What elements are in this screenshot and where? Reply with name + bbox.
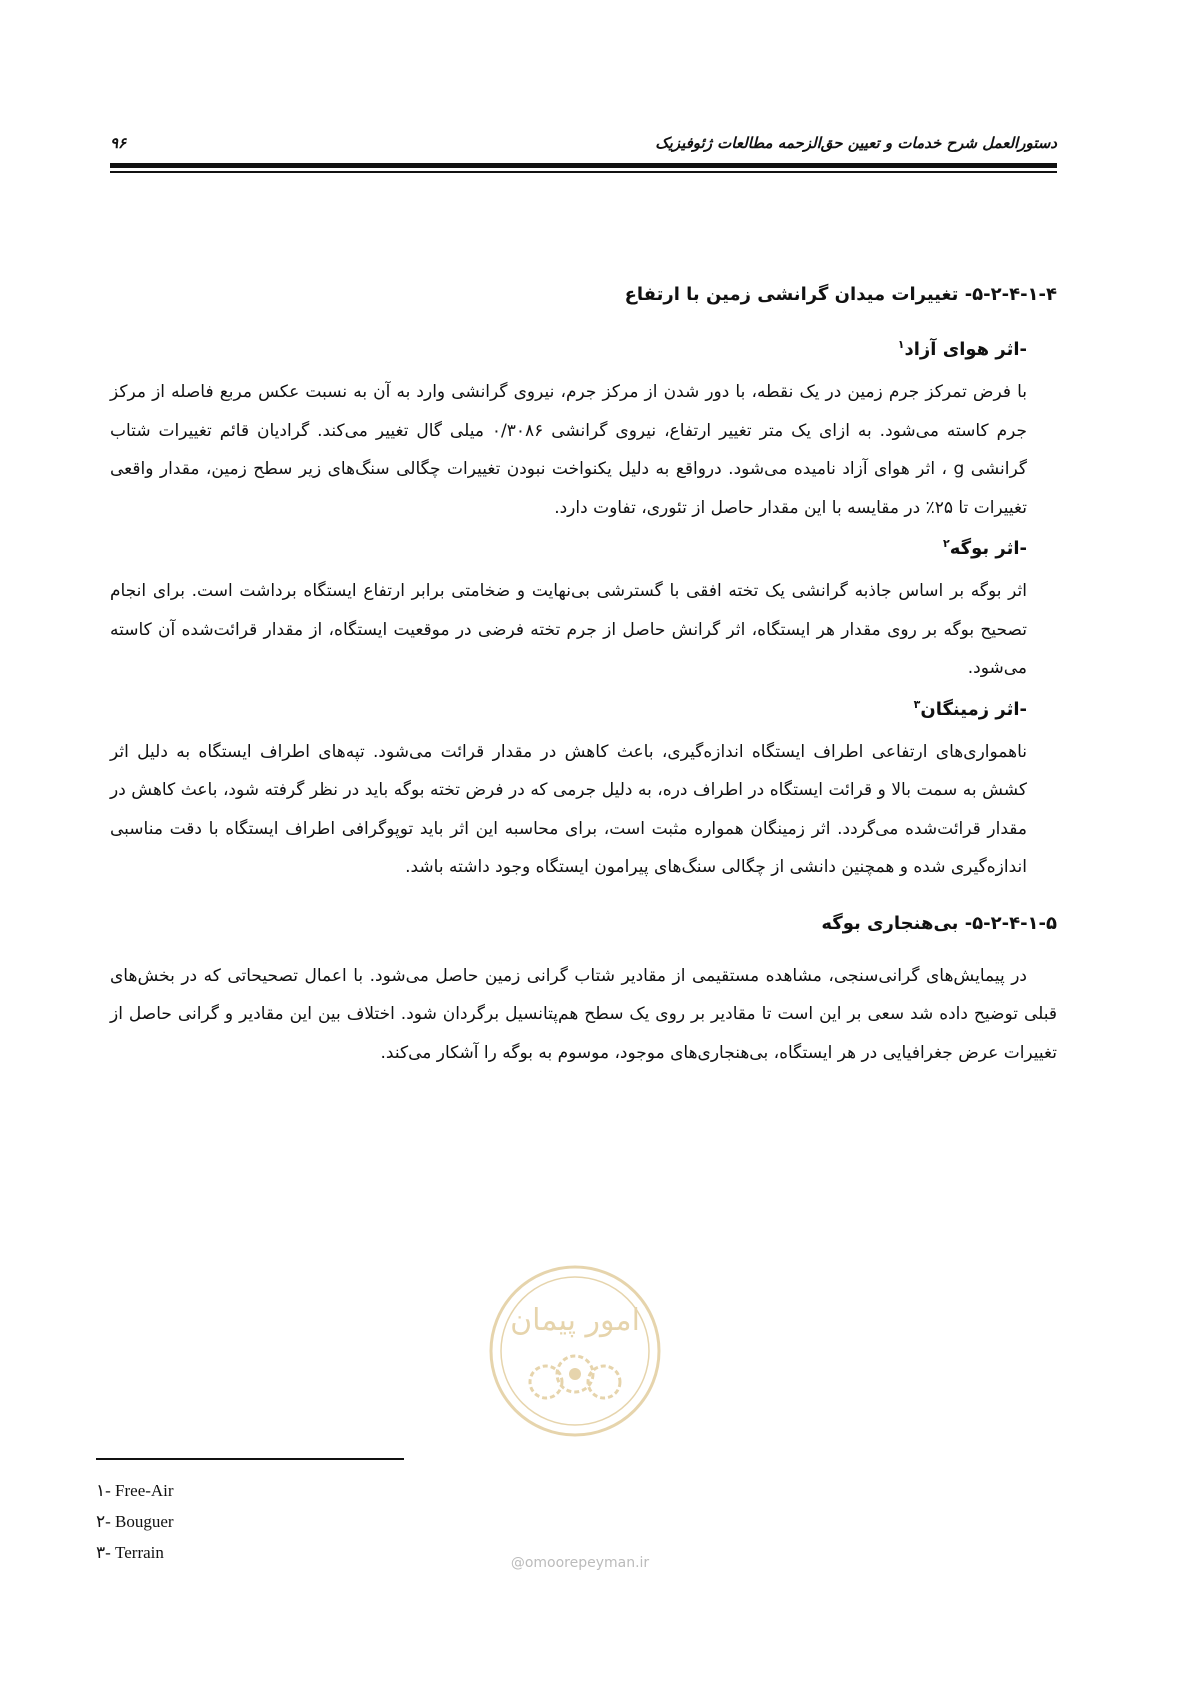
footnotes xyxy=(96,1475,174,1568)
watermark-site: @omoorepeyman.ir xyxy=(510,1555,650,1571)
page-header xyxy=(110,128,1057,158)
header-rule-thick xyxy=(110,163,1057,168)
footnote-1: ۱- Free-Air xyxy=(96,1481,174,1500)
publisher-seal-watermark xyxy=(486,1262,664,1440)
subheading-bouguer xyxy=(110,527,1027,566)
section-heading-gravity-elevation: ۵-۲-۴-۱-۴- تغییرات میدان گرانشی زمین با ارتفاع xyxy=(624,284,1057,305)
header-rule-thin xyxy=(110,171,1057,173)
subheading-terrain-title: -اثر زمینگان xyxy=(920,698,1027,720)
footnote-2: ۲- Bouguer xyxy=(96,1512,174,1531)
footnote-separator xyxy=(96,1458,404,1460)
page-number: ۹۶ xyxy=(110,134,127,152)
footnote-ref-2: ۲ xyxy=(942,537,950,550)
footnote-ref-3: ۳ xyxy=(913,697,921,711)
subheading-bouguer-title: -اثر بوگه xyxy=(949,538,1027,559)
subheading-free-air-title: -اثر هوای آزاد xyxy=(904,339,1027,360)
footnote-3: ۳- Terrain xyxy=(96,1543,164,1562)
paragraph-terrain: ناهمواری‌های ارتفاعی اطراف ایستگاه اندازه‌گیری، باعث کاهش در مقدار قرائت می‌شود. تپه‌های اطراف ایستگاه به دلیل اثر کشش به سمت بالا و قرائت ایستگاه در اطراف دره، به دلیل جرمی که در فرض تخته بوگه باید در نظر گرفته شود، باعث کاهش در مقدار قرائت‌شده می‌گردد. اثر زمینگان همواره مثبت است، برای محاسبه این اثر باید توپوگرافی اطراف ایستگاه با دقت مناسبی اندازه‌گیری شده و همچنین دانشی از چگالی سنگ‌های پیرامون ایستگاه وجود داشته باشد. xyxy=(110,741,1027,877)
paragraph-bouguer-anomaly: در پیمایش‌های گرانی‌سنجی، مشاهده مستقیمی از مقادیر شتاب گرانی زمین حاصل می‌شود. با اعمال تصحیحاتی که در بخش‌های قبلی توضیح داده شد سعی بر این است تا مقادیر بر روی یک سطح هم‌پتانسیل برگردان شود. اختلاف بین این مقادیر و گرانی حاصل از تغییرات عرض جغرافیایی در هر ایستگاه، بی‌هنجاری‌های موجود، موسوم به بوگه را آشکار می‌کند. xyxy=(110,965,1057,1063)
paragraph-free-air: با فرض تمرکز جرم زمین در یک نقطه، با دور شدن از مرکز جرم، نیروی گرانشی وارد به آن به نسبت عکس مربع فاصله از مرکز جرم کاسته می‌شود. به ازای یک متر تغییر ارتفاع، نیروی گرانشی ۰/۳۰۸۶ میلی گال تغییر می‌کند. گرادیان قائم تغییرات شتاب گرانشی g ، اثر هوای آزاد نامیده می‌شود. درواقع به دلیل یکنواخت نبودن تغییرات چگالی سنگ‌های زیر سطح زمین، مقدار واقعی تغییرات تا ۲۵٪ در مقایسه با این مقدار حاصل از تئوری، تفاوت دارد. xyxy=(110,382,1027,518)
subheading-free-air xyxy=(110,328,1027,367)
section-heading-bouguer-anomaly: ۵-۲-۴-۱-۵- بی‌هنجاری بوگه xyxy=(821,912,1057,934)
subheading-terrain xyxy=(110,688,1027,727)
paragraph-bouguer: اثر بوگه بر اساس جاذبه گرانشی یک تخته افقی با گسترشی بی‌نهایت و ضخامتی برابر ارتفاع ایستگاه برداشت است. برای انجام تصحیح بوگه بر روی مقدار هر ایستگاه، اثر گرانش حاصل از جرم تخته فرضی در موقعیت ایستگاه، از مقدار قرائت‌شده آن کاسته می‌شود. xyxy=(110,581,1027,678)
seal-text: امور پیمان xyxy=(510,1303,640,1338)
footnote-ref-1: ۱ xyxy=(897,338,905,351)
main-content xyxy=(110,280,1057,1072)
running-title: دستورالعمل شرح خدمات و تعیین حق‌الزحمه مطالعات ژئوفیزیک xyxy=(655,134,1057,152)
